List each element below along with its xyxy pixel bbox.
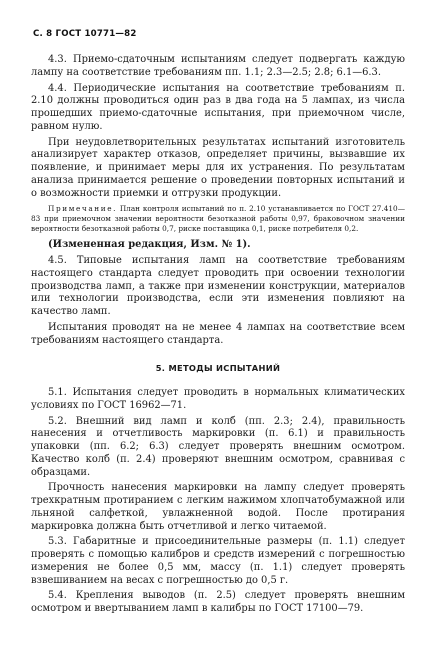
document-body bbox=[31, 54, 405, 616]
paragraph-tests-count: Испытания проводят на не менее 4 лампах на соответствие всем требованиям настоящего стандарта. bbox=[31, 321, 405, 346]
paragraph-marking-strength: Прочность нанесения маркировки на лампу следует проверять трехкратным протиранием с легким нажимом хлопчатобумажной или льняной салфеткой, увлажненной водой. После протирания маркировка должна быть отчетливой и легко читаемой. bbox=[31, 482, 405, 532]
note-text: План контроля испытаний по п. 2.10 устанавливается по ГОСТ 27.410—83 при приемочном значении вероятности безотказной работы 0,97, браковочном значении вероятности безотказной работы 0,7, риске поставщика 0,1, риске потребителя 0,2. bbox=[31, 204, 405, 234]
paragraph-5-4: 5.4. Крепления выводов (п. 2.5) следует проверять внешним осмотром и ввертыванием ламп в калибры по ГОСТ 17100—79. bbox=[31, 590, 405, 614]
paragraph-4-4: 4.4. Периодические испытания на соответствие требованиям п. 2.10 должны проводиться один раз в два года на 5 лампах, из числа прошедших приемо-сдаточные испытания, при приемочном числе, равном нулю. bbox=[31, 82, 405, 132]
section-title: 5. МЕТОДЫ ИСПЫТАНИЙ bbox=[155, 363, 281, 374]
paragraph-4-5: 4.5. Типовые испытания ламп на соответствие требованиям настоящего стандарта следует проводить при освоении технологии производства ламп, а также при изменении конструкции, материалов или технологии производства, если эти изменения повлияют на качество ламп. bbox=[31, 255, 405, 317]
paragraph-unsatisfactory-results: При неудовлетворительных результатах испытаний изготовитель анализирует характер отказов, определяет причины, вызвавшие их появление, и принимает меры для их устранения. По результатам анализа принимается решение о проведении повторных испытаний и о возможности приемки и отгрузки продукции. bbox=[31, 136, 405, 199]
paragraph-4-3: 4.3. Приемо-сдаточным испытаниям следует подвергать каждую лампу на соответствие требованиям пп. 1.1; 2.3—2.5; 2.8; 6.1—6.3. bbox=[31, 54, 405, 78]
paragraph-5-3: 5.3. Габаритные и присоединительные размеры (п. 1.1) следует проверять с помощью калибров и средств измерений с погрешностью измерения не более 0,5 мм, массу (п. 1.1) следует проверять взвешиванием на весах с погрешностью до 0,5 г. bbox=[31, 536, 405, 586]
note-label: Примечание. bbox=[48, 204, 118, 214]
note bbox=[31, 204, 405, 234]
paragraph-5-1: 5.1. Испытания следует проводить в нормальных климатических условиях по ГОСТ 16962—71. bbox=[31, 387, 405, 411]
amendment-note: (Измененная редакция, Изм. № 1). bbox=[48, 239, 251, 251]
page-header: С. 8 ГОСТ 10771—82 bbox=[33, 29, 137, 39]
paragraph-5-2: 5.2. Внешний вид ламп и колб (пп. 2.3; 2.4), правильность нанесения и отчетливость маркировки (п. 6.1) и правильность упаковки (пп. 6.2; 6.3) следует проверять внешним осмотром. Качество колб (п. 2.4) проверяют внешним осмотром, сравнивая с образцами. bbox=[31, 415, 405, 478]
